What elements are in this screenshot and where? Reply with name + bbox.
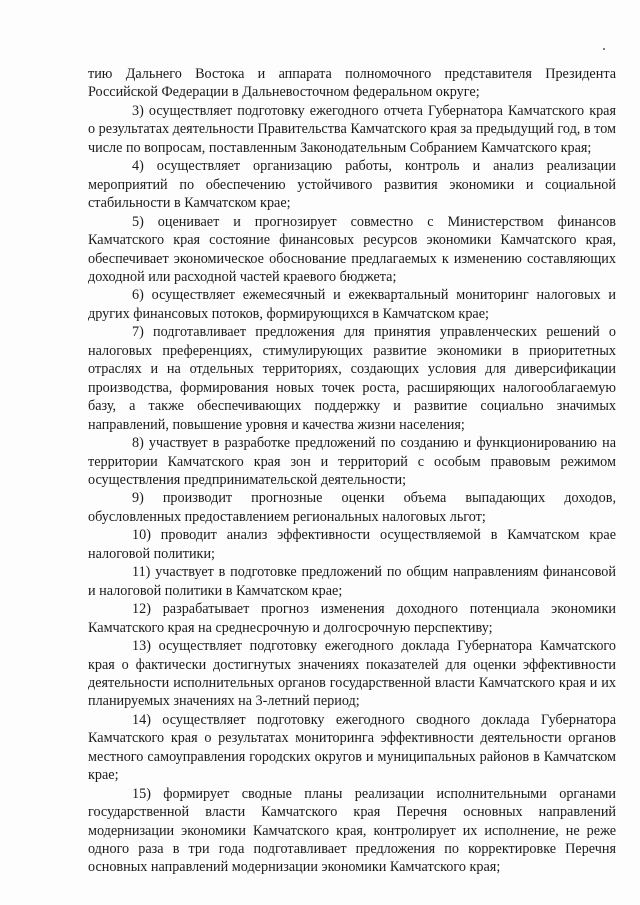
paragraph-item-10: 10) проводит анализ эффективности осуществляемой в Камчатском крае налоговой политики;: [88, 527, 616, 562]
paragraph-item-6: 6) осуществляет ежемесячный и ежеквартальный мониторинг налоговых и других финансовых потоков, формирующихся в Камчатском крае;: [88, 287, 616, 322]
paragraph-item-7: 7) подготавливает предложения для принятия управленческих решений о налоговых преференциях, стимулирующих развитие экономики в приоритетных отраслях и на отдельных территориях, создающих условия для диверсификации производства, формирования новых точек роста, расширяющих налогооблагаемую базу, а также обеспечивающих поддержку и развитие социально значимых направлений, повышение уровня и качества жизни населения;: [88, 324, 616, 433]
scan-speck: [603, 48, 605, 50]
paragraph-item-8: 8) участвует в разработке предложений по созданию и функционированию на территории Камчатского края зон и территорий с особым правовым режимом осуществления предпринимательской деятельности;: [88, 435, 616, 488]
paragraph-item-14: 14) осуществляет подготовку ежегодного сводного доклада Губернатора Камчатского края о результатах мониторинга эффективности деятельности органов местного самоуправления городских округов и муниципальных районов в Камчатском крае;: [88, 711, 616, 784]
paragraph-item-5: 5) оценивает и прогнозирует совместно с Министерством финансов Камчатского края состояние финансовых ресурсов экономики Камчатского края, обеспечивает экономическое обоснование предлагаемых к изменению составляющих доходной или расходной частей краевого бюджета;: [88, 213, 616, 285]
paragraph-item-11: 11) участвует в подготовке предложений по общим направлениям финансовой и налоговой политики в Камчатском крае;: [88, 564, 616, 599]
paragraph-item-3: 3) осуществляет подготовку ежегодного отчета Губернатора Камчатского края о результатах деятельности Правительства Камчатского края за предыдущий год, в том числе по вопросам, поставленным Законодательным Собранием Камчатского края;: [88, 102, 616, 156]
paragraph-item-4: 4) осуществляет организацию работы, контроль и анализ реализации мероприятий по обеспечению устойчивого развития экономики и социальной стабильности в Камчатском крае;: [88, 158, 616, 212]
paragraph-item-13: 13) осуществляет подготовку ежегодного доклада Губернатора Камчатского края о фактически достигнутых значениях показателей для оценки эффективности деятельности исполнительных органов государственной власти Камчатского края и их планируемых значениях на 3-летний период;: [88, 638, 616, 710]
paragraph-item-15: 15) формирует сводные планы реализации исполнительными органами государственной власти Камчатского края Перечня основных направлений модернизации экономики Камчатского края, контролирует их исполнение, не реже одного раза в три года подготавливает предложения по корректировке Перечня основных направлений модернизации экономики Камчатского края;: [88, 785, 616, 876]
paragraph-item-12: 12) разрабатывает прогноз изменения доходного потенциала экономики Камчатского края на среднесрочную и долгосрочную перспективу;: [88, 601, 616, 636]
paragraph-continuation: тию Дальнего Востока и аппарата полномочного представителя Президента Российской Федерации в Дальневосточном федеральном округе;: [88, 66, 616, 101]
paragraph-item-9: 9) производит прогнозные оценки объема выпадающих доходов, обусловленных предоставлением региональных налоговых льгот;: [88, 490, 616, 525]
document-body: [88, 65, 616, 877]
